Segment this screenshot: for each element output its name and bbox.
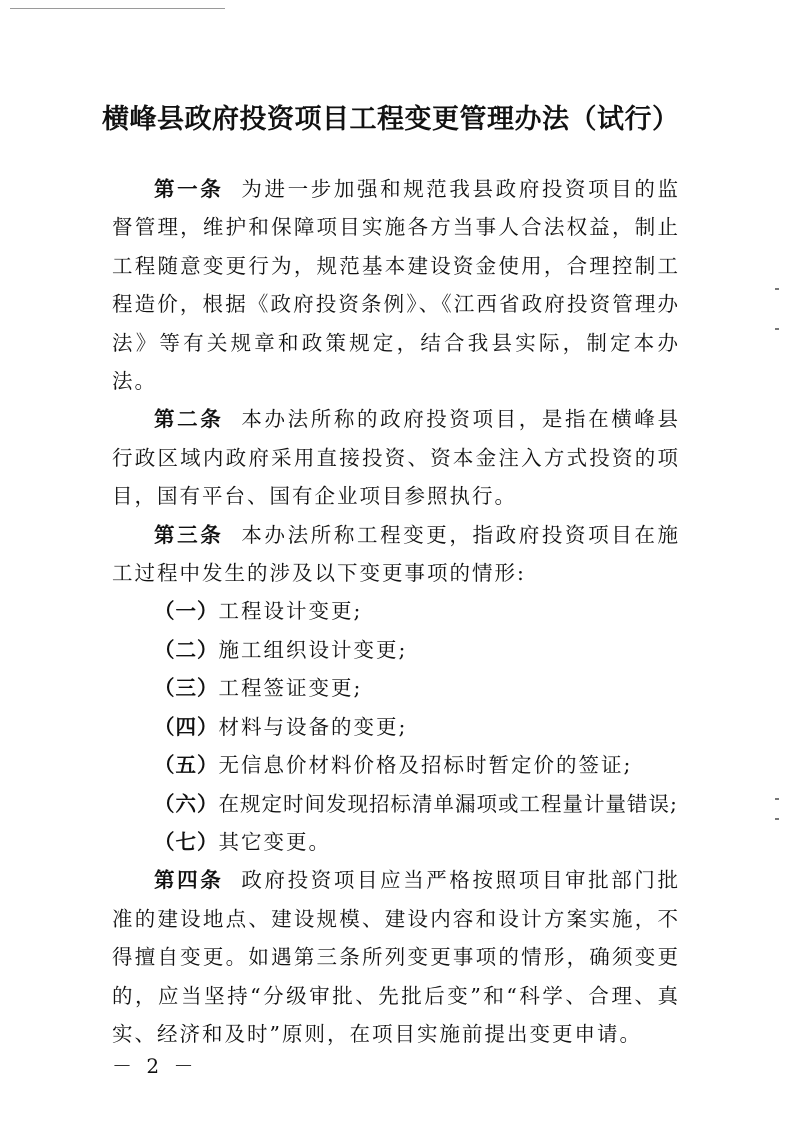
list-item bbox=[112, 669, 680, 707]
item-text: 工程设计变更; bbox=[218, 599, 363, 624]
article-2 bbox=[112, 400, 680, 515]
document-title: 横峰县政府投资项目工程变更管理办法（试行） bbox=[102, 104, 680, 135]
article-text: 本办法所称工程变更，指政府投资项目在施工过程中发生的涉及以下变更事项的情形: bbox=[112, 522, 681, 586]
article-number: 第二条 bbox=[154, 407, 224, 432]
article-3 bbox=[112, 516, 680, 593]
item-marker: （六） bbox=[154, 791, 219, 816]
document-body bbox=[112, 170, 680, 1053]
item-marker: （四） bbox=[154, 714, 219, 739]
item-text: 其它变更。 bbox=[218, 829, 331, 854]
article-text: 政府投资项目应当严格按照项目审批部门批准的建设地点、建设规模、建设内容和设计方案实施，不得擅自变更。如遇第三条所列变更事项的情形，确须变更的，应当坚持“分级审批、先批后变”和“科学、合理、真实、经济和及时”原则，在项目实施前提出变更申请。 bbox=[112, 868, 681, 1046]
article-text: 本办法所称的政府投资项目，是指在横峰县行政区域内政府采用直接投资、资本金注入方式投资的项目，国有平台、国有企业项目参照执行。 bbox=[112, 407, 681, 509]
item-text: 在规定时间发现招标清单漏项或工程量计量错误; bbox=[218, 791, 678, 816]
item-marker: （五） bbox=[154, 753, 219, 778]
article-number: 第一条 bbox=[154, 177, 224, 201]
article-4 bbox=[112, 861, 680, 1053]
item-marker: （七） bbox=[154, 829, 219, 854]
article-1 bbox=[112, 170, 680, 400]
scan-speck bbox=[775, 328, 779, 330]
article-number: 第四条 bbox=[154, 868, 224, 893]
item-marker: （一） bbox=[154, 599, 219, 624]
item-text: 施工组织设计变更; bbox=[218, 637, 408, 662]
article-number: 第三条 bbox=[154, 522, 224, 547]
list-item bbox=[112, 823, 680, 861]
page-number: － 2 － bbox=[112, 1054, 198, 1078]
item-marker: （二） bbox=[154, 637, 219, 662]
list-item bbox=[112, 746, 680, 784]
article-text: 为进一步加强和规范我县政府投资项目的监督管理，维护和保障项目实施各方当事人合法权益，制止工程随意变更行为，规范基本建设资金使用，合理控制工程造价，根据《政府投资条例》、《江西省政府投资管理办法》等有关规章和政策规定，结合我县实际，制定本办法。 bbox=[112, 177, 681, 394]
item-text: 工程签证变更; bbox=[218, 676, 363, 701]
item-text: 材料与设备的变更; bbox=[218, 714, 408, 739]
scan-edge-line bbox=[10, 8, 225, 9]
scan-speck bbox=[775, 288, 779, 290]
list-item bbox=[112, 708, 680, 746]
scan-speck bbox=[775, 818, 779, 820]
item-text: 无信息价材料价格及招标时暂定价的签证; bbox=[218, 753, 633, 778]
list-item bbox=[112, 785, 680, 823]
list-item bbox=[112, 631, 680, 669]
list-item bbox=[112, 592, 680, 630]
item-marker: （三） bbox=[154, 676, 219, 701]
scan-speck bbox=[775, 798, 779, 800]
